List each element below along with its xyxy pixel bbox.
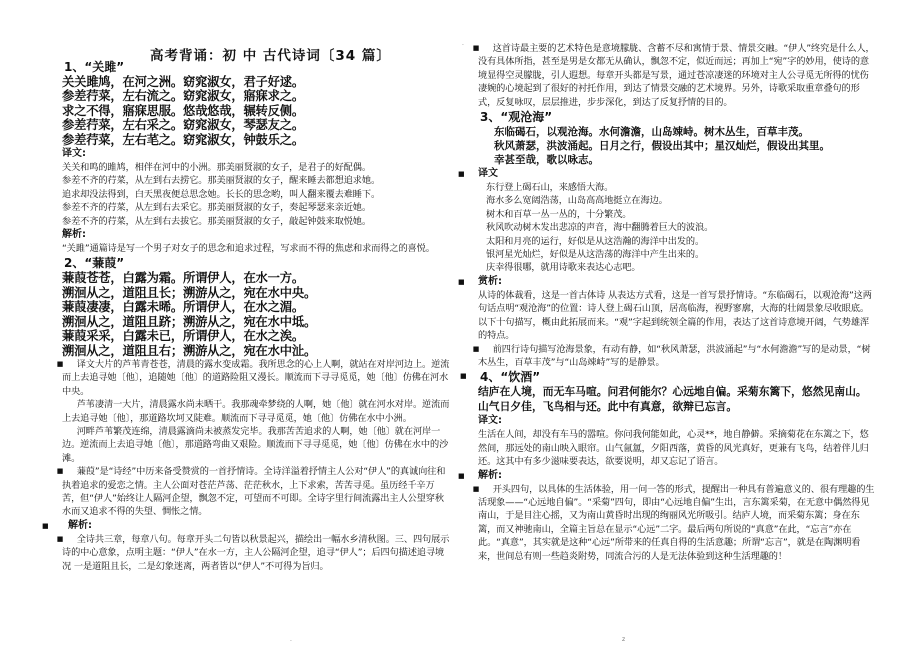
poem-line: 秋风萧瑟，洪波涌起。日月之行，假设出其中；星汉灿烂，假设出其里。 bbox=[494, 140, 830, 153]
poem2-translation-para: ■ 译文大片的芦苇青苍苍，清晨的露水变成霜。我所思念的心上人啊，就站在对岸河边上。逆流而上去追寻她〔他〕，追随她〔他〕的道路险阻又漫长。顺流而下寻寻觅觅，她〔他〕仿佛在河水中央。 bbox=[62, 358, 450, 398]
poem4-translation: 生活在人间，却没有车马的嚣喧。你问我何能如此，心灵**，地自静僻。采摘菊花在东篱之下，悠然间，那远处的南山映入眼帘。山气氤氲，夕阳西落，黄昏的风光真好，更兼有飞鸟，结着伴儿归还。这其中有多少滋味要表达，欲要说明，却又忘记了语言。 bbox=[478, 429, 869, 468]
poem1-lines bbox=[62, 75, 450, 147]
poem3-appreciation-2: ■ 前四行诗句描写沧海景象，有动有静，如“秋风萧瑟，洪波涌起”与“水何澹澹”写的是动景，“树木丛生，百草丰茂”与“山岛竦峙”写的是静景。 bbox=[478, 343, 876, 370]
right-page-mark: z bbox=[622, 636, 626, 643]
left-page-mark: . bbox=[290, 636, 292, 643]
poem-line: 求之不得，寤寐思服。悠哉悠哉，辗转反侧。 bbox=[62, 103, 304, 118]
poem-line: 参差荇菜，左右采之。窈窕淑女，琴瑟友之。 bbox=[62, 118, 304, 133]
translation-line: 参差不齐的荇菜，从左到右去捞它。那美丽贤淑的女子，醒来睡去都想追求她。 bbox=[62, 175, 381, 187]
left-column bbox=[62, 60, 450, 573]
right-column bbox=[478, 42, 876, 563]
poem1-analysis-label: 解析: bbox=[62, 229, 86, 241]
poem-line: 蒹葭凄凄，白露未晞。所谓伊人，在水之湄。 bbox=[62, 300, 304, 315]
poem2-analysis: ■ 全诗共三章，每章八句。每章开头二句皆以秋景起兴，描绘出一幅水乡清秋图。三、四句展示诗的中心意象，点明主题：“伊人”在水一方，主人公隔河企望，追寻“伊人”；后四句描述追寻境况 一是道阻且长，二是幻象迷离，两者皆以“伊人”不可得为旨归。 bbox=[62, 533, 450, 573]
translation-line: 关关和鸣的雎鸠，相伴在河中的小洲。那美丽贤淑的女子，是君子的好配偶。 bbox=[62, 162, 371, 174]
poem-line: 溯洄从之，道阻且跻；溯游从之，宛在水中坻。 bbox=[62, 314, 317, 329]
translation-line: 庆幸得很哪，就用诗歌来表达心志吧。 bbox=[486, 262, 641, 274]
poem3-appreciation: 从诗的体裁看，这是一首古体诗 从表达方式看，这是一首写景抒情诗。“东临碣石，以观沧海”这两句话点明“观沧海”的位置：诗人登上碣石山顶，居高临海，视野寥廓，大海的壮阔景象尽收眼底。以下十句描写，概由此拓展而来。“观”字起到统领全篇的作用，表达了这首诗意境开阔，气势雄浑的特点。 bbox=[478, 289, 872, 342]
translation-line: 追求却没法得到，白天黑夜便总思念她。长长的思念哟，叫人翻来覆去难睡下。 bbox=[62, 188, 381, 200]
poem4-heading: ■ 4、“饮酒” bbox=[480, 370, 876, 385]
poem-line: 溯洄从之，道阻且右；溯游从之，宛在水中沚。 bbox=[62, 343, 317, 358]
poem-line: 东临碣石，以观沧海。水何澹澹，山岛竦峙。树木丛生，百草丰茂。 bbox=[494, 126, 809, 139]
top-page-mark: . bbox=[462, 40, 464, 47]
translation-line: 参差不齐的荇菜，从左到右去拔它。那美丽贤淑的女子，敲起钟鼓来取悦她。 bbox=[62, 215, 371, 227]
poem3-translation bbox=[478, 181, 876, 275]
translation-line: 东行登上碣石山，来感悟大海。 bbox=[486, 182, 614, 194]
poem2-lines bbox=[62, 271, 450, 357]
poem2-translation-para: 河畔芦苇繁茂连绵，清晨露滴尚未被蒸发完毕。我那苦苦追求的人啊，她〔他〕就在河岸一边。逆流而上去追寻她〔他〕，那道路弯曲又艰险。顺流而下寻寻觅觅，她〔他〕仿佛在水中的沙滩。 bbox=[62, 425, 449, 464]
poem3-lines bbox=[478, 125, 876, 167]
page-title: 高考背诵：初 中 古代诗词〔34 篇〕 bbox=[150, 48, 391, 64]
poem-line: 溯洄从之，道阻且长；溯游从之，宛在水中央。 bbox=[62, 285, 317, 300]
poem1-analysis: “关雎”通篇诗是写一个男子对女子的思念和追求过程，写求而不得的焦虑和求而得之的喜悦。 bbox=[62, 243, 435, 255]
translation-line: 参差不齐的荇菜，从左到右去采它。那美丽贤淑的女子，奏起琴瑟来亲近她。 bbox=[62, 202, 371, 214]
poem1-translation-label: 译文: bbox=[62, 148, 86, 160]
poem2-translation-para: 芦苇凄清一大片，清晨露水尚未晒干。我那魂牵梦绕的人啊，她〔他〕就在河水对岸。逆流而上去追寻她〔他〕，那道路坎坷又陡难。顺流而下寻寻觅觅，她〔他〕仿佛在水中小洲。 bbox=[62, 399, 450, 424]
poem4-analysis: ■ 开头四句，以具体的生活体验，用一问一答的形式，提醒出一种具有普遍意义的、很有理趣的生活现象——“心远地自偏”。“采菊”四句，即由“心远地自偏”生出，言东篱采菊，在无意中偶然得见南山，于是目注心摇，又为南山黄昏时出现的绚丽风光所吸引。结庐人境，而采菊东篱；身在东篱，而又神驰南山，全篇主旨总在显示“心远”二字。最后两句所说的“真意”在此，“忘言”亦在此。“真意”，其实就是这种“心远”所带来的任真自得的生活意趣；所谓“忘言”，就是在陶渊明看来，世间总有则一些趋炎附势，同流合污的人是无法体验到这种生活理趣的！ bbox=[478, 483, 876, 563]
poem3-heading: 3、“观沧海” bbox=[480, 110, 553, 125]
poem2-heading: 2、“蒹葭” bbox=[64, 256, 125, 271]
poem2-art-analysis: ■ 这首诗最主要的艺术特色是意境朦胧、含蓄不尽和寓情于景、情景交融。“伊人”终究是什么人，没有具体所指，甚至是男是女都无从确认，飘忽不定，似近而远；再加上“宛”字的妙用，使诗的意境显得空灵朦胧，引人遐想。每章开头都是写景，通过苍凉凄迷的环境对主人公寻觅无所得的忧伤凄婉的心境起到了很好的衬托作用，到达了情景交融的艺术境界。另外，诗歌采取重章叠句的形式，反复咏叹，层层推进，步步深化，到达了反复抒情的目的。 bbox=[478, 42, 876, 109]
poem2-appreciation: ■ 蒹葭”是“诗经”中历来备受赞赏的一首抒情诗。全诗洋溢着抒情主人公对“伊人”的真诚向往和执着追求的爱恋之情。主人公面对苍茫芦荡、茫茫秋水，上下求索，苦苦寻觅。虽历经千辛万苦，但“伊人”始终让人隔河企望，飘忽不定，可望而不可即。全诗字里行间流露出主人公望穿秋水而又追求不得的失望、惆怅之情。 bbox=[62, 465, 450, 519]
translation-line: 秋风吹动树木发出悲凉的声音，海中翻腾着巨大的波浪。 bbox=[486, 222, 714, 234]
poem1-translation bbox=[62, 161, 450, 228]
poem-line: 关关雎鸠，在河之洲。窈窕淑女，君子好逑。 bbox=[62, 75, 304, 89]
translation-line: 海水多么宽阔浩荡，山岛高高地挺立在海边。 bbox=[486, 195, 668, 207]
translation-line: 太阳和月亮的运行，好似是从这浩瀚的海洋中出发的。 bbox=[486, 235, 705, 247]
poem2-analysis-label: ■ 解析: bbox=[62, 519, 450, 533]
poem-line: 蒹葭苍苍，白露为霜。所谓伊人，在水一方。 bbox=[62, 271, 304, 286]
poem-line: 参差荇菜，左右流之。窈窕淑女，寤寐求之。 bbox=[62, 89, 304, 104]
poem4-analysis-label: ■ 解析: bbox=[478, 469, 876, 483]
poem3-appreciation-label: ■ 赏析: bbox=[478, 275, 876, 289]
poem3-translation-label: ■ 译文 bbox=[478, 167, 876, 181]
poem4-lines: 结庐在人境，而无车马喧。问君何能尔？心远地自偏。采菊东篱下，悠然见南山。山气日夕佳，飞鸟相与还。此中有真意，欲辩已忘言。 bbox=[478, 385, 867, 413]
poem-line: 蒹葭采采，白露未已，所谓伊人，在水之涘。 bbox=[62, 329, 304, 344]
poem-line: 幸甚至哉，歌以咏志。 bbox=[494, 154, 599, 167]
poem1-heading: 1、“关雎” bbox=[64, 60, 125, 74]
translation-line: 银河星光灿烂，好似是从这浩荡的海洋中产生出来的。 bbox=[486, 249, 705, 261]
poem-line: 参差荇菜，左右芼之。窈窕淑女，钟鼓乐之。 bbox=[62, 132, 304, 147]
translation-line: 树木和百草一丛一丛的，十分繁茂。 bbox=[486, 208, 632, 220]
poem4-translation-label: 译文: bbox=[478, 415, 502, 427]
